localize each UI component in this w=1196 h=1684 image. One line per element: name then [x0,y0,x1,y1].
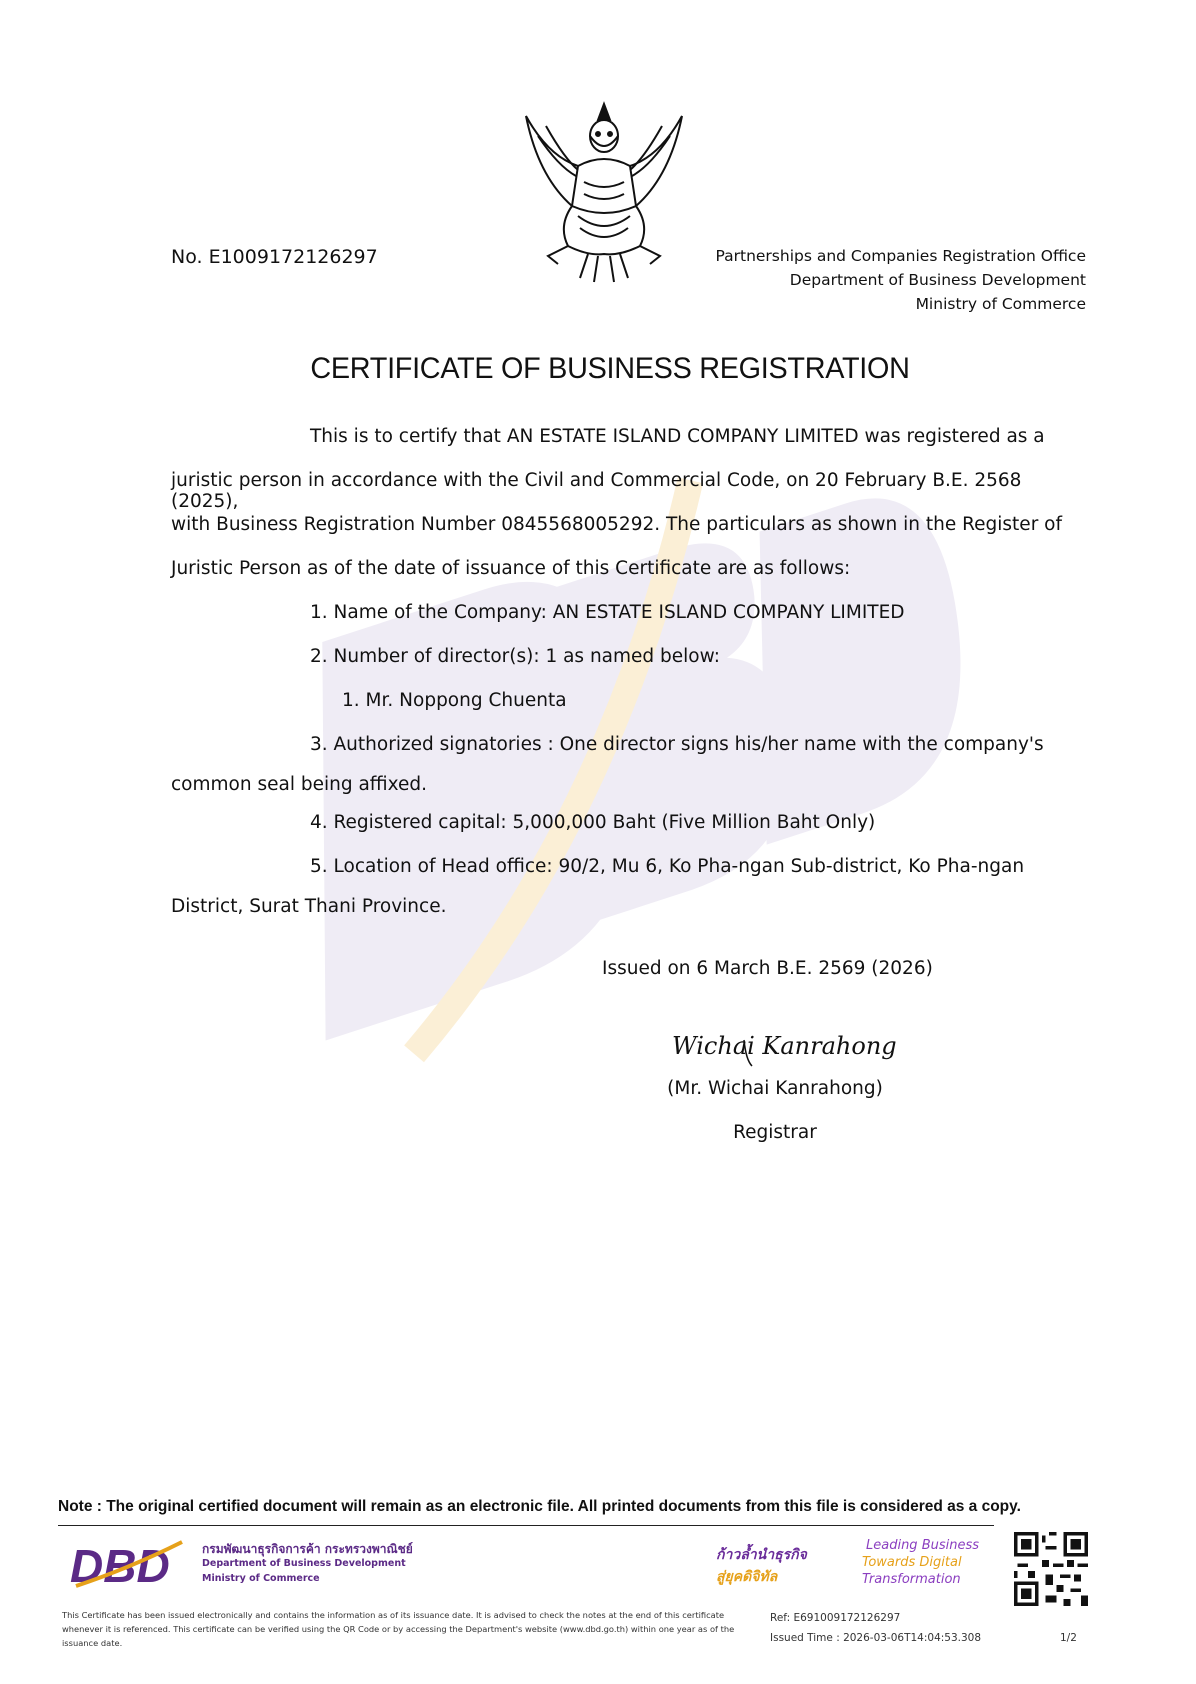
garuda-emblem-icon [518,96,690,286]
item-directors: 2. Number of director(s): 1 as named below: [310,646,720,667]
item-capital: 4. Registered capital: 5,000,000 Baht (Five Million Baht Only) [310,812,876,833]
verification-fine-print: This Certificate has been issued electronically and contains the information as of its issuance date. It is advised to check the notes at the end of this certificate whenever it is referenced. This certificate can be verified using the QR Code or by accessing the Department's website (www.dbd.go.th) within one year as of the issuance date. [62,1610,735,1648]
office-line-2: Department of Business Development [789,271,1086,289]
intro-line-4: Juristic Person as of the date of issuance of this Certificate are as follows: [171,558,851,579]
slogan-english-line-1: Leading Business [866,1538,980,1553]
registrar-signature [668,1010,897,1080]
intro-line-1: This is to certify that AN ESTATE ISLAND COMPANY LIMITED was registered as a [310,426,1045,447]
footer-divider [58,1525,994,1526]
item-location-line-1: 5. Location of Head office: 90/2, Mu 6, Ko Pha-ngan Sub-district, Ko Pha-ngan [310,856,1025,877]
signature-text: Wichai Kanrahong [672,1032,897,1060]
issued-timestamp: Issued Time : 2026-03-06T14:04:53.308 [770,1632,982,1644]
dbd-english-name: Department of Business Development [202,1558,406,1569]
slogan-english-line-2: Towards Digital [862,1555,962,1570]
registrar-title: Registrar [733,1122,817,1143]
electronic-copy-note: Note : The original certified document will remain as an electronic file. All printed documents from this file is considered as a copy. [58,1498,1021,1515]
dbd-logo-text: DBD [70,1540,170,1592]
director-entry: 1. Mr. Noppong Chuenta [342,690,567,711]
slogan-thai-line-2: สู่ยุคดิจิทัล [716,1569,778,1585]
office-line-1: Partnerships and Companies Registration Office [715,247,1086,265]
slogan-english-line-3: Transformation [862,1572,961,1587]
certificate-number: No. E1009172126297 [171,246,378,268]
reference-number: Ref: E691009172126297 [770,1612,901,1624]
item-company-name: 1. Name of the Company: AN ESTATE ISLAND COMPANY LIMITED [310,602,905,623]
document-title: CERTIFICATE OF BUSINESS REGISTRATION [310,352,910,385]
qr-code-icon[interactable] [1014,1532,1088,1606]
registrar-name: (Mr. Wichai Kanrahong) [667,1078,883,1099]
office-line-3: Ministry of Commerce [915,295,1086,313]
item-signatories-line-1: 3. Authorized signatories : One director signs his/her name with the company's [310,734,1044,755]
intro-line-3: with Business Registration Number 0845568005292. The particulars as shown in the Register of [171,514,1063,535]
intro-line-2: juristic person in accordance with the Civil and Commercial Code, on 20 February B.E. 2568 (2025), [171,470,1022,512]
dbd-thai-name: กรมพัฒนาธุรกิจการค้า กระทรวงพาณิชย์ [202,1542,413,1556]
page-number: 1/2 [1060,1632,1077,1644]
dbd-logo [70,1538,190,1590]
dbd-ministry-name: Ministry of Commerce [202,1573,320,1584]
issue-date: Issued on 6 March B.E. 2569 (2026) [602,958,933,979]
item-location-line-2: District, Surat Thani Province. [171,896,447,917]
issuing-office [715,244,1086,316]
slogan-thai-line-1: ก้าวล้ำนำธุรกิจ [716,1547,807,1563]
item-signatories-line-2: common seal being affixed. [171,774,428,795]
